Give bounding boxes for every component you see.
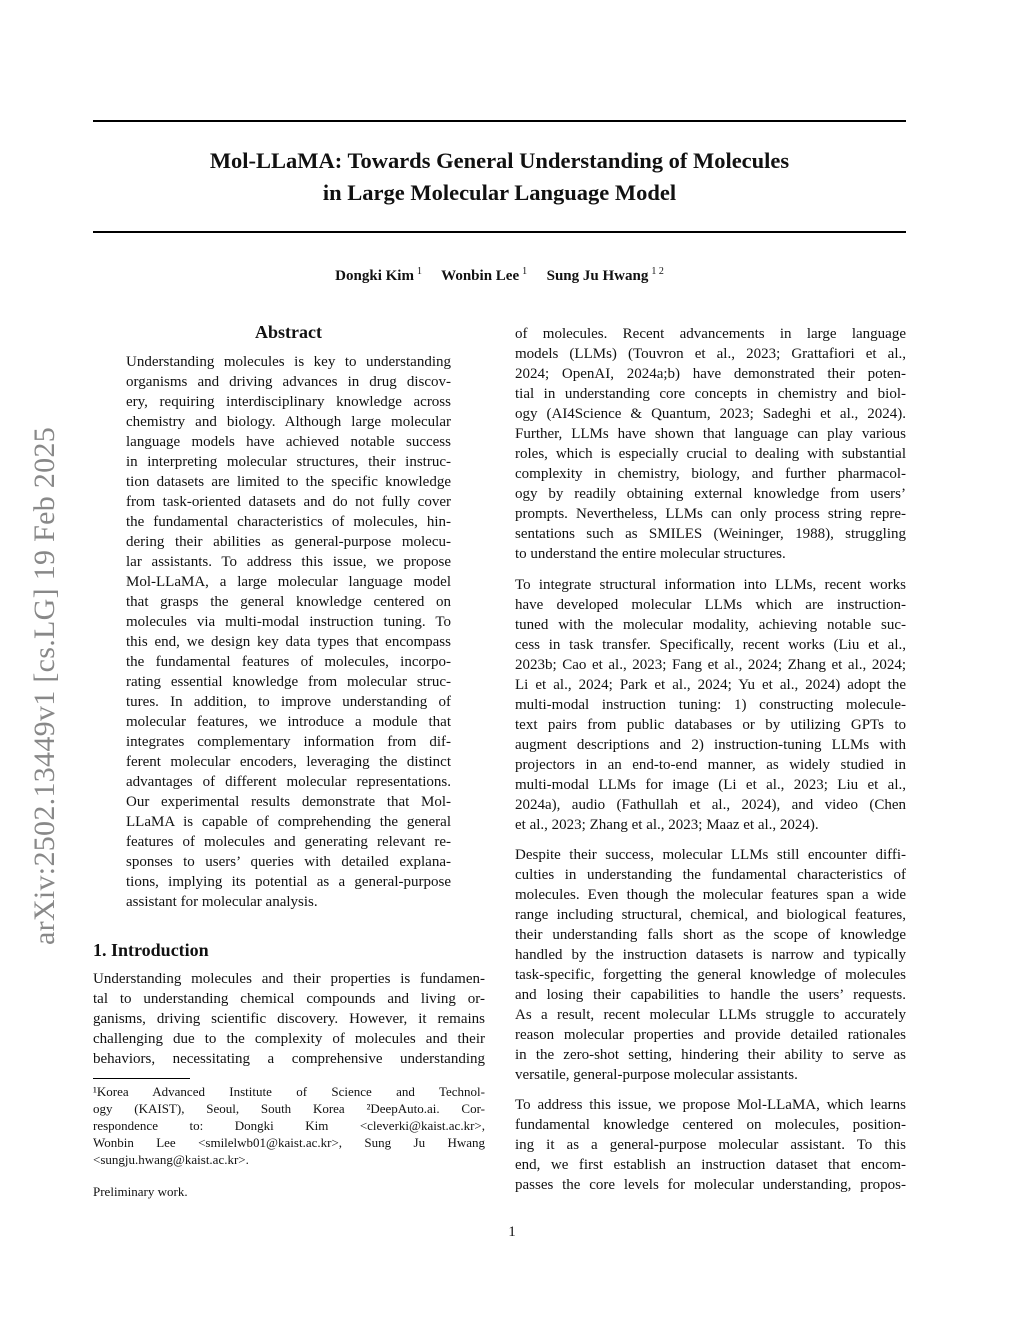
text-line: prompts. Nevertheless, LLMs can only process string repre- bbox=[515, 506, 906, 522]
text-line: fundamental knowledge centered on molecules, position- bbox=[515, 1117, 906, 1133]
text-line: tures. In addition, to improve understanding of bbox=[126, 694, 451, 710]
footnote-line: <sungju.hwang@kaist.ac.kr>. bbox=[93, 1152, 249, 1167]
text-line: tal to understanding chemical compounds and living or- bbox=[93, 991, 485, 1007]
text-line: in the zero-shot setting, hindering their ability to serve as bbox=[515, 1047, 906, 1063]
text-line: range including structural, chemical, and biological features, bbox=[515, 907, 906, 923]
text-line: tions, implying its potential as a general-purpose bbox=[126, 874, 451, 890]
text-line: As a result, recent molecular LLMs struggle to accurately bbox=[515, 1007, 906, 1023]
text-line: end, we first establish an instruction dataset that encom- bbox=[515, 1157, 906, 1173]
author-affiliation: 1 2 bbox=[651, 266, 664, 277]
text-line: that grasps the general knowledge centered on bbox=[126, 594, 451, 610]
text-line: Further, LLMs have shown that language can play various bbox=[515, 426, 906, 442]
text-line: To address this issue, we propose Mol-LLaMA, which learns bbox=[515, 1097, 906, 1113]
text-line: Understanding molecules and their properties is fundamen- bbox=[93, 971, 485, 987]
introduction-heading: 1. Introduction bbox=[93, 940, 209, 960]
author-list bbox=[93, 266, 906, 285]
text-line: have developed molecular LLMs which are instruction- bbox=[515, 597, 906, 613]
text-line: features of molecules and generating relevant re- bbox=[126, 834, 451, 850]
text-line: molecules via multi-modal instruction tuning. To bbox=[126, 614, 451, 630]
text-line: their understanding falls short as the scope of knowledge bbox=[515, 927, 906, 943]
text-line: ery, requiring interdisciplinary knowledge across bbox=[126, 394, 451, 410]
text-line: Despite their success, molecular LLMs still encounter diffi- bbox=[515, 847, 906, 863]
text-line: rating essential knowledge from molecular struc- bbox=[126, 674, 451, 690]
text-line: et al., 2023; Zhang et al., 2023; Maaz et al., 2024). bbox=[515, 817, 819, 833]
text-line: 2024a), audio (Fathullah et al., 2024), and video (Chen bbox=[515, 797, 906, 813]
text-line: molecular features, we introduce a module that bbox=[126, 714, 451, 730]
text-line: in interpreting molecular structures, their instruc- bbox=[126, 454, 451, 470]
footnote-line: ¹Korea Advanced Institute of Science and Technol- bbox=[93, 1084, 485, 1099]
title-top-rule bbox=[93, 120, 906, 122]
page-number: 1 bbox=[508, 1224, 516, 1240]
text-line: and losing their capabilities to handle the users’ requests. bbox=[515, 987, 906, 1003]
text-line: sponses to users’ queries with detailed explana- bbox=[126, 854, 451, 870]
text-line: projectors in an end-to-end manner, as widely studied in bbox=[515, 757, 906, 773]
text-line: text pairs from public databases or by utilizing GPTs to bbox=[515, 717, 906, 733]
text-line: passes the core levels for molecular understanding, propos- bbox=[515, 1177, 906, 1193]
text-line: roles, which is especially crucial to dealing with substantial bbox=[515, 446, 906, 462]
text-line: assistant for molecular analysis. bbox=[126, 894, 318, 910]
arxiv-identifier-stamp: arXiv:2502.13449v1 [cs.LG] 19 Feb 2025 bbox=[28, 426, 61, 945]
text-line: ing it as a general-purpose molecular assistant. To this bbox=[515, 1137, 906, 1153]
text-line: culties in understanding the fundamental characteristics of bbox=[515, 867, 906, 883]
text-line: organisms and driving advances in drug discov- bbox=[126, 374, 451, 390]
footnote-line: ogy (KAIST), Seoul, South Korea ²DeepAuto.ai. Cor- bbox=[93, 1101, 485, 1116]
text-line: language models have achieved notable success bbox=[126, 434, 451, 450]
text-line: the fundamental features of molecules, incorpo- bbox=[126, 654, 451, 670]
abstract-heading: Abstract bbox=[255, 322, 322, 342]
footnote-rule bbox=[93, 1078, 190, 1079]
text-line: Li et al., 2024; Park et al., 2024; Yu et al., 2024) adopt the bbox=[515, 677, 906, 693]
text-line: multi-modal LLMs for image (Li et al., 2023; Liu et al., bbox=[515, 777, 906, 793]
paper-title-line-2: in Large Molecular Language Model bbox=[322, 180, 677, 205]
author-name: Sung Ju Hwang bbox=[546, 268, 649, 284]
text-line: models (LLMs) (Touvron et al., 2023; Grattafiori et al., bbox=[515, 346, 906, 362]
text-line: tuned with the molecular modality, achieving notable suc- bbox=[515, 617, 906, 633]
text-line: versatile, general-purpose molecular assistants. bbox=[515, 1067, 798, 1083]
text-line: this end, we design key data types that encompass bbox=[126, 634, 451, 650]
text-line: ogy by readily obtaining external knowledge from users’ bbox=[515, 486, 906, 502]
preliminary-note: Preliminary work. bbox=[93, 1184, 188, 1199]
text-line: ferent molecular encoders, leveraging the distinct bbox=[126, 754, 451, 770]
text-line: Our experimental results demonstrate that Mol- bbox=[126, 794, 451, 810]
author-affiliation: 1 bbox=[416, 266, 422, 277]
text-line: the fundamental characteristics of molecules, hin- bbox=[126, 514, 451, 530]
text-line: chemistry and biology. Although large molecular bbox=[126, 414, 451, 430]
text-line: Understanding molecules is key to understanding bbox=[126, 354, 451, 370]
text-line: 2023b; Cao et al., 2023; Fang et al., 2024; Zhang et al., 2024; bbox=[515, 657, 906, 673]
text-line: task-specific, forgetting the general knowledge of molecules bbox=[515, 967, 906, 983]
text-line: LLaMA is capable of comprehending the general bbox=[126, 814, 451, 830]
text-line: To integrate structural information into LLMs, recent works bbox=[515, 577, 906, 593]
author-name: Dongki Kim bbox=[335, 268, 414, 284]
author-affiliation: 1 bbox=[522, 266, 528, 277]
text-line: Mol-LLaMA, a large molecular language model bbox=[126, 574, 451, 590]
text-line: complexity in chemistry, biology, and further pharmacol- bbox=[515, 466, 906, 482]
text-line: cess in task transfer. Specifically, recent works (Liu et al., bbox=[515, 637, 906, 653]
text-line: challenging due to the complexity of molecules and their bbox=[93, 1031, 485, 1047]
text-line: molecules. Even though the molecular features span a wide bbox=[515, 887, 906, 903]
text-line: of molecules. Recent advancements in large language bbox=[515, 326, 906, 342]
text-line: tion datasets are limited to the specific knowledge bbox=[126, 474, 451, 490]
text-line: augment descriptions and 2) instruction-tuning LLMs with bbox=[515, 737, 906, 753]
paper-title-line-1: Mol-LLaMA: Towards General Understanding of Molecules bbox=[209, 148, 790, 173]
text-line: reason molecular properties and provide detailed rationales bbox=[515, 1027, 906, 1043]
text-line: ganisms, driving scientific discovery. However, it remains bbox=[93, 1011, 485, 1027]
text-line: advantages of different molecular representations. bbox=[126, 774, 451, 790]
text-line: from task-oriented datasets and do not fully cover bbox=[126, 494, 451, 510]
text-line: ogy (AI4Science & Quantum, 2023; Sadeghi et al., 2024). bbox=[515, 406, 906, 422]
title-bottom-rule bbox=[93, 231, 906, 233]
text-line: to understand the entire molecular structures. bbox=[515, 546, 786, 562]
text-line: integrates complementary information from dif- bbox=[126, 734, 451, 750]
text-line: handled by the instruction datasets is narrow and typically bbox=[515, 947, 906, 963]
text-line: sentations such as SMILES (Weininger, 1988), struggling bbox=[515, 526, 906, 542]
footnote-line: respondence to: Dongki Kim <cleverki@kaist.ac.kr>, bbox=[93, 1118, 485, 1133]
text-line: 2024; OpenAI, 2024a;b) have demonstrated their poten- bbox=[515, 366, 906, 382]
author-name: Wonbin Lee bbox=[441, 268, 520, 284]
footnote-line: Wonbin Lee <smilelwb01@kaist.ac.kr>, Sung Ju Hwang bbox=[93, 1135, 485, 1150]
text-line: lar assistants. To address this issue, we propose bbox=[126, 554, 451, 570]
text-line: multi-modal instruction tuning: 1) constructing molecule- bbox=[515, 697, 906, 713]
text-line: behaviors, necessitating a comprehensive understanding bbox=[93, 1051, 485, 1067]
text-line: tial in understanding core concepts in chemistry and biol- bbox=[515, 386, 906, 402]
text-line: dering their abilities as general-purpose molecu- bbox=[126, 534, 451, 550]
